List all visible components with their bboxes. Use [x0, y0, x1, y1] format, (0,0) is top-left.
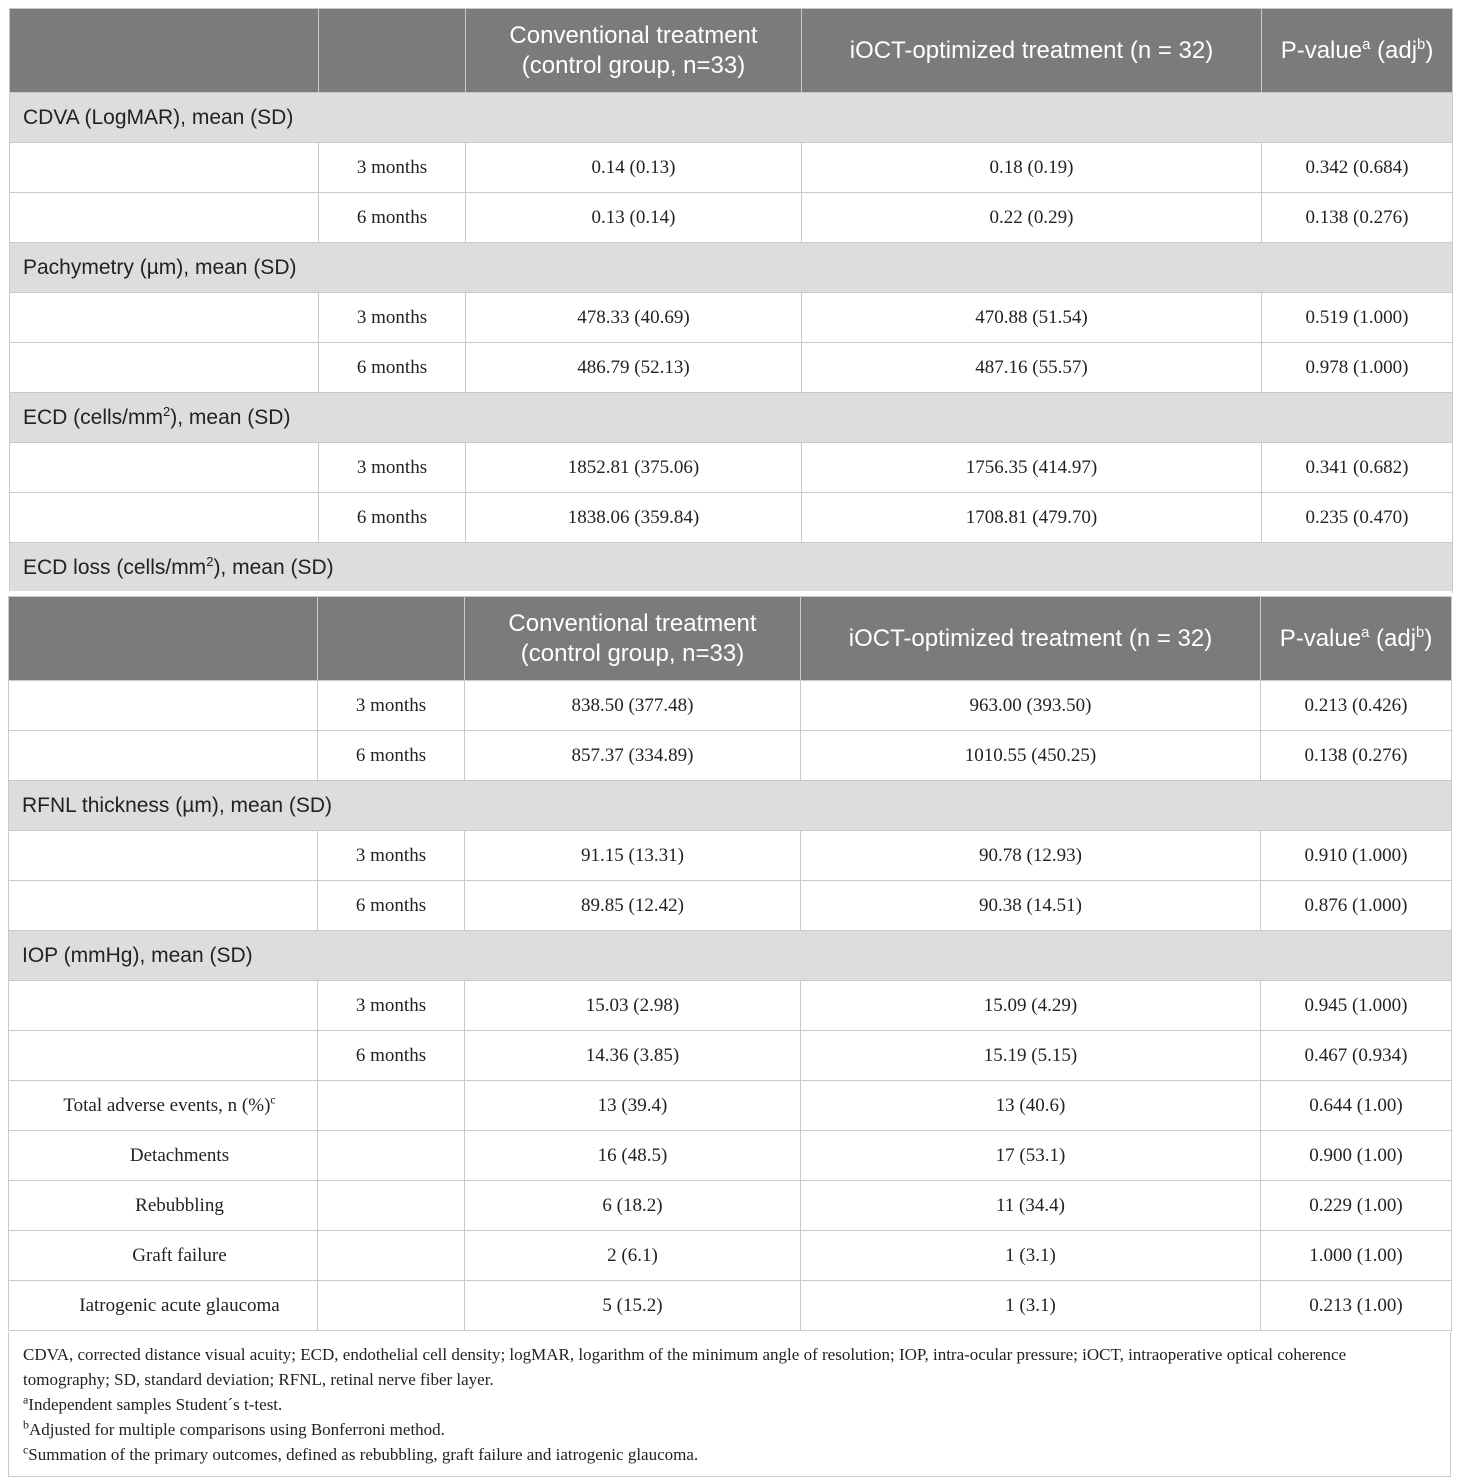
- adverse-label: Rebubbling: [9, 1181, 318, 1231]
- header-ioct: iOCT-optimized treatment (n = 32): [802, 9, 1262, 93]
- footnote-c: $^c$Summation of the primary outcomes, defined as rebubbling, graft failure and iatrogenic glaucoma.: [23, 1442, 699, 1464]
- table-row: [9, 881, 1452, 931]
- table-row: [9, 731, 1452, 781]
- adverse-label: Iatrogenic acute glaucoma: [9, 1281, 318, 1331]
- timepoint-label: 6 months: [318, 881, 465, 931]
- conventional-value: 857.37 (334.89): [465, 731, 801, 781]
- conventional-value: 0.14 (0.13): [466, 143, 802, 193]
- header-blank-cell: [318, 597, 465, 681]
- header-conventional: Conventional treatment (control group, n=33): [465, 597, 801, 681]
- p-value: 0.876 (1.000): [1261, 881, 1452, 931]
- ioct-value: 1010.55 (450.25): [801, 731, 1261, 781]
- table-row: [10, 143, 1453, 193]
- conventional-value: 478.33 (40.69): [466, 293, 802, 343]
- ioct-value: 1 (3.1): [801, 1281, 1261, 1331]
- section-row-ecd-loss: ECD loss $(cells/mm^2)$, mean (SD): [10, 543, 1453, 593]
- adverse-label: Graft failure: [9, 1231, 318, 1281]
- table-header-row: [10, 9, 1453, 93]
- header-blank-cell: [9, 597, 318, 681]
- p-value: 0.900 (1.00): [1261, 1131, 1452, 1181]
- table-row: [10, 193, 1453, 243]
- ioct-value: 470.88 (51.54): [802, 293, 1262, 343]
- table-row: [9, 981, 1452, 1031]
- ioct-value: 13 (40.6): [801, 1081, 1261, 1131]
- outcomes-table-part-1: [9, 8, 1453, 593]
- conventional-value: 15.03 (2.98): [465, 981, 801, 1031]
- p-value: 0.910 (1.000): [1261, 831, 1452, 881]
- p-value: 0.138 (0.276): [1261, 731, 1452, 781]
- conventional-value: 1852.81 (375.06): [466, 443, 802, 493]
- timepoint-label: 6 months: [319, 493, 466, 543]
- table-row: [9, 681, 1452, 731]
- conventional-value: 13 (39.4): [465, 1081, 801, 1131]
- conventional-value: 89.85 (12.42): [465, 881, 801, 931]
- table-row: [10, 293, 1453, 343]
- conventional-value: 5 (15.2): [465, 1281, 801, 1331]
- p-value: 0.342 (0.684): [1262, 143, 1453, 193]
- table-row: [10, 443, 1453, 493]
- adverse-row-rebubbling: [9, 1181, 1452, 1231]
- conventional-value: 0.13 (0.14): [466, 193, 802, 243]
- timepoint-label: 3 months: [319, 443, 466, 493]
- conventional-value: 1838.06 (359.84): [466, 493, 802, 543]
- p-value: 0.519 (1.000): [1262, 293, 1453, 343]
- ioct-value: 90.38 (14.51): [801, 881, 1261, 931]
- p-value: 0.467 (0.934): [1261, 1031, 1452, 1081]
- timepoint-label: 6 months: [318, 1031, 465, 1081]
- p-value: 1.000 (1.00): [1261, 1231, 1452, 1281]
- header-pvalue: P-value$^a$ (adj$^b$): [1262, 9, 1453, 93]
- p-value: 0.229 (1.00): [1261, 1181, 1452, 1231]
- timepoint-label: 6 months: [319, 343, 466, 393]
- p-value: 0.945 (1.000): [1261, 981, 1452, 1031]
- adverse-row-detachments: [9, 1131, 1452, 1181]
- conventional-value: 14.36 (3.85): [465, 1031, 801, 1081]
- timepoint-label: 3 months: [318, 831, 465, 881]
- timepoint-label: 6 months: [318, 731, 465, 781]
- timepoint-label: 3 months: [319, 143, 466, 193]
- ioct-value: 1 (3.1): [801, 1231, 1261, 1281]
- ioct-value: 1756.35 (414.97): [802, 443, 1262, 493]
- timepoint-label: 3 months: [318, 681, 465, 731]
- ioct-value: 1708.81 (479.70): [802, 493, 1262, 543]
- table-row: [9, 1031, 1452, 1081]
- footnote-abbreviations: CDVA, corrected distance visual acuity; ECD, endothelial cell density; logMAR, logarithm of the minimum angle of resolution; IOP, intra-ocular pressure; iOCT, intraoperative optical coherence tomography; SD, standard deviation; RFNL, retinal nerve fiber layer.: [23, 1345, 1347, 1389]
- header-blank-cell: [319, 9, 466, 93]
- footnote-b: $^b$Adjusted for multiple comparisons using Bonferroni method.: [23, 1417, 445, 1439]
- ioct-value: 15.09 (4.29): [801, 981, 1261, 1031]
- timepoint-label: 6 months: [319, 193, 466, 243]
- ioct-value: 90.78 (12.93): [801, 831, 1261, 881]
- footnote-a: $^a$Independent samples Student´s t-test.: [23, 1392, 283, 1414]
- conventional-value: 91.15 (13.31): [465, 831, 801, 881]
- conventional-value: 486.79 (52.13): [466, 343, 802, 393]
- table-row: [10, 343, 1453, 393]
- table-row: [9, 831, 1452, 881]
- header-conventional: Conventional treatment (control group, n=33): [466, 9, 802, 93]
- adverse-row-graft-failure: [9, 1231, 1452, 1281]
- conventional-value: 16 (48.5): [465, 1131, 801, 1181]
- adverse-label: Total adverse events, n (%)$^c$: [9, 1081, 318, 1131]
- table-header-row: [9, 597, 1452, 681]
- ioct-value: 0.18 (0.19): [802, 143, 1262, 193]
- conventional-value: 2 (6.1): [465, 1231, 801, 1281]
- table-row: [10, 493, 1453, 543]
- ioct-value: 15.19 (5.15): [801, 1031, 1261, 1081]
- adverse-label: Detachments: [9, 1131, 318, 1181]
- section-row-cdva: CDVA (LogMAR), mean (SD): [10, 93, 1453, 143]
- conventional-value: 838.50 (377.48): [465, 681, 801, 731]
- ioct-value: 0.22 (0.29): [802, 193, 1262, 243]
- outcomes-table-part-2: [8, 596, 1452, 1331]
- conventional-value: 6 (18.2): [465, 1181, 801, 1231]
- section-row-pachymetry: Pachymetry (µm), mean (SD): [10, 243, 1453, 293]
- header-pvalue: P-value$^a$ (adj$^b$): [1261, 597, 1452, 681]
- p-value: 0.213 (0.426): [1261, 681, 1452, 731]
- adverse-row-glaucoma: [9, 1281, 1452, 1331]
- ioct-value: 11 (34.4): [801, 1181, 1261, 1231]
- ioct-value: 487.16 (55.57): [802, 343, 1262, 393]
- timepoint-label: 3 months: [319, 293, 466, 343]
- header-blank-cell: [10, 9, 319, 93]
- p-value: 0.978 (1.000): [1262, 343, 1453, 393]
- p-value: 0.138 (0.276): [1262, 193, 1453, 243]
- adverse-row-total: [9, 1081, 1452, 1131]
- p-value: 0.341 (0.682): [1262, 443, 1453, 493]
- p-value: 0.213 (1.00): [1261, 1281, 1452, 1331]
- p-value: 0.644 (1.00): [1261, 1081, 1452, 1131]
- section-row-rfnl: RFNL thickness (µm), mean (SD): [9, 781, 1452, 831]
- p-value: 0.235 (0.470): [1262, 493, 1453, 543]
- table-footnotes: [8, 1332, 1451, 1477]
- ioct-value: 17 (53.1): [801, 1131, 1261, 1181]
- section-row-ecd: ECD $(cells/mm^2)$, mean (SD): [10, 393, 1453, 443]
- ioct-value: 963.00 (393.50): [801, 681, 1261, 731]
- section-row-iop: IOP (mmHg), mean (SD): [9, 931, 1452, 981]
- header-ioct: iOCT-optimized treatment (n = 32): [801, 597, 1261, 681]
- timepoint-label: 3 months: [318, 981, 465, 1031]
